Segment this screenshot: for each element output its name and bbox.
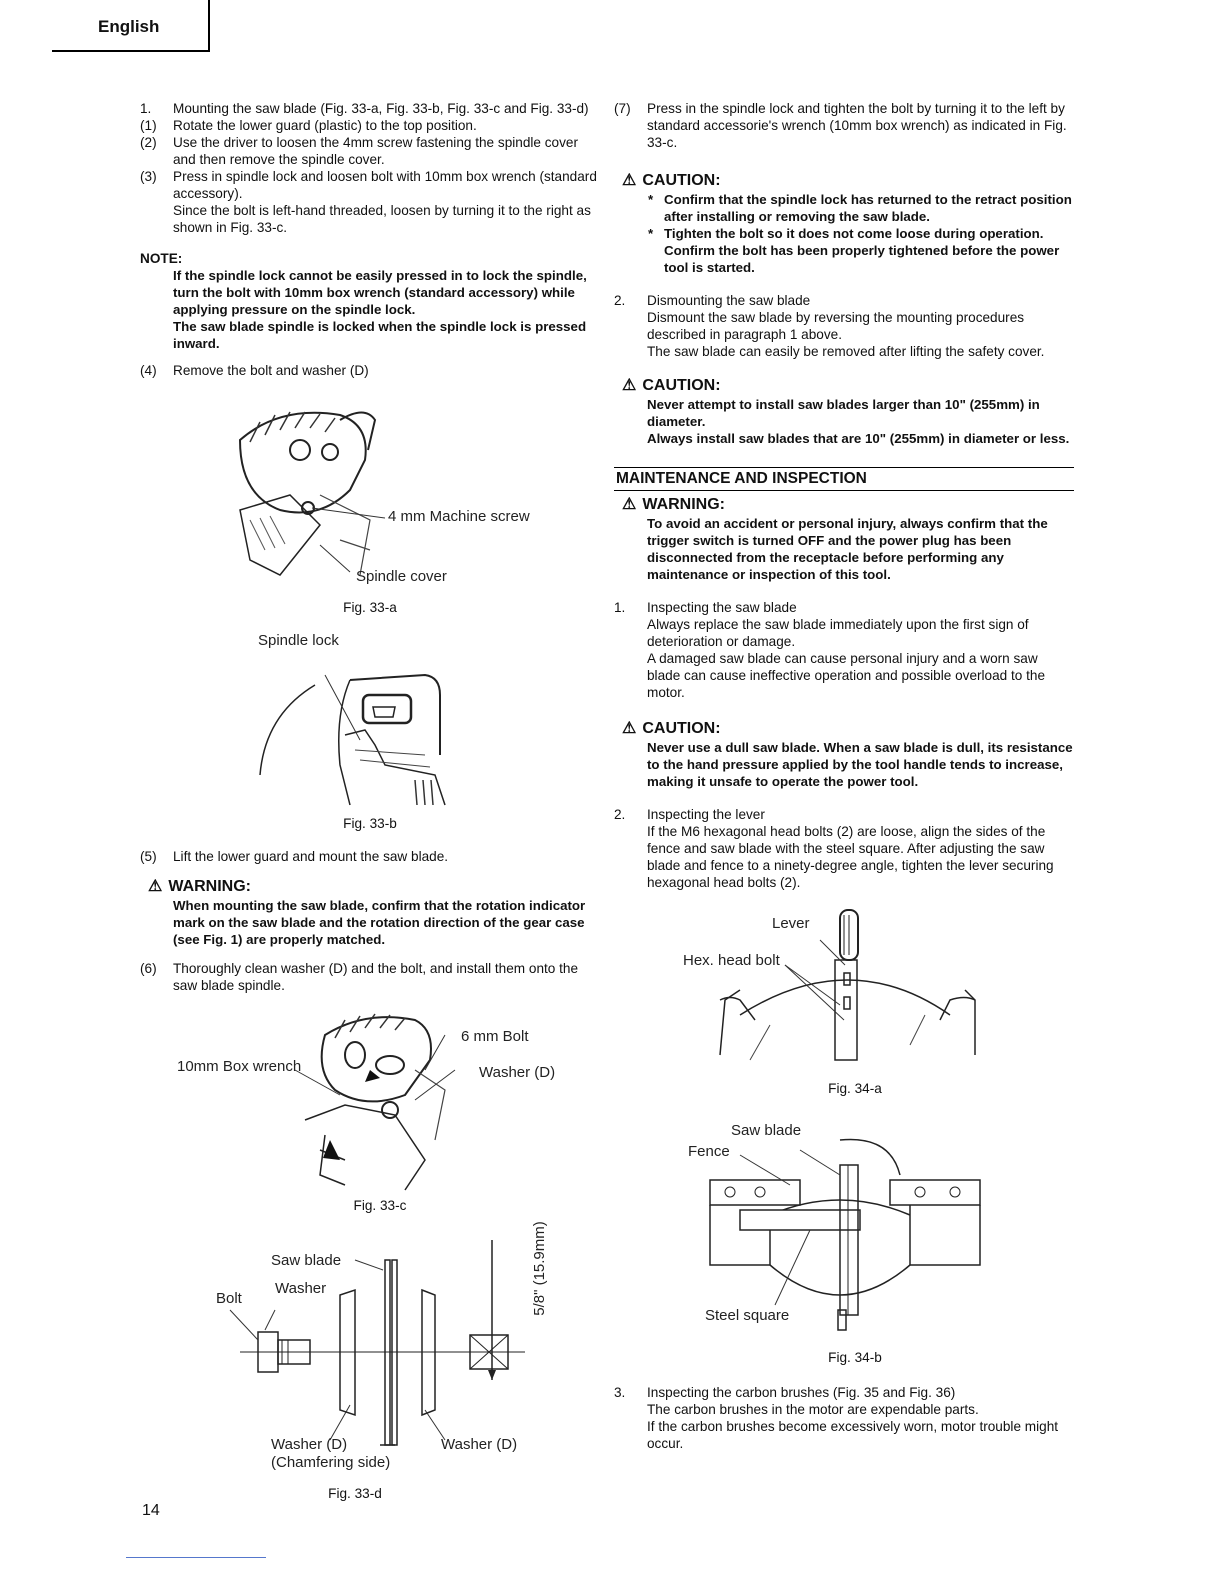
label-fence: Fence [688,1143,730,1160]
step-1-5: (5) Lift the lower guard and mount the saw blade. [140,849,449,864]
step-1-3: (3) Press in spindle lock and loosen bolt with 10mm box wrench (standard accessory). Since the bolt is left-hand threaded, loosen by turning it to the right as shown in Fig. 33-c. [140,169,597,235]
caption-fig-33a: Fig. 33-a [343,600,397,615]
note-heading: NOTE: [140,251,183,266]
caution-triangle-icon: ⚠ [622,720,637,737]
caption-fig-34b: Fig. 34-b [828,1350,882,1365]
label-washer-d: Washer (D) [479,1064,556,1081]
warning-triangle-icon: ⚠ [148,878,163,895]
caution-1-bullet-1: * Confirm that the spindle lock has returned to the retract position after installing or removing the saw blade. [648,192,1072,224]
caution-1-bullet-2: * Tighten the bolt so it does not come loose during operation. Confirm the bolt has been properly tightened before the power tool is started. [648,226,1060,275]
caution-triangle-icon: ⚠ [622,172,637,189]
figure-34b [680,1120,1000,1370]
label-6mm-bolt: 6 mm Bolt [461,1028,529,1045]
label-washer: Washer [275,1280,327,1297]
box-wrench-illustration [285,1010,485,1195]
language-label: English [98,17,160,36]
figure-34a [680,905,980,1105]
left-column [140,100,600,379]
caution-2-heading: ⚠ CAUTION: [622,377,721,394]
label-machine-screw: 4 mm Machine screw [388,508,530,525]
warning-2-heading: ⚠ WARNING: [622,496,725,513]
caution-2-line-2: Always install saw blades that are 10" (255mm) in diameter or less. [647,431,1070,446]
note-line-2: The saw blade spindle is locked when the spindle lock is pressed inward. [173,319,587,351]
step-1: 1. Mounting the saw blade (Fig. 33-a, Fig. 33-b, Fig. 33-c and Fig. 33-d) [140,101,589,116]
label-spindle-cover: Spindle cover [356,568,447,585]
step-2: 2. Dismounting the saw blade Dismount the saw blade by reversing the mounting procedures described in paragraph 1 above. The saw blade can easily be removed after lifting the safety cover. [614,293,1045,359]
footer-rule [126,1557,266,1558]
lever-illustration [710,905,980,1065]
step-1-7: (7) Press in the spindle lock and tighten the bolt by turning it to the left by standard accessorie's wrench (10mm box wrench) as indicated in Fig. 33-c. [614,101,1067,150]
warning-triangle-icon: ⚠ [622,496,637,513]
step-1-6: (6) Thoroughly clean washer (D) and the bolt, and install them onto the saw blade spindle. [140,961,579,993]
figure-33d [200,1220,548,1510]
figure-33a [220,400,560,625]
left-column-lower [140,848,600,994]
blade-assembly-diagram [200,1240,530,1460]
label-washer-d-left: Washer (D) [271,1436,348,1453]
caption-fig-33b: Fig. 33-b [343,816,397,831]
caution-3-text: Never use a dull saw blade. When a saw blade is dull, its resistance to the hand pressure applied by the tool handle tends to increase, making it unsafe to operate the power tool. [647,740,1073,789]
page-number: 14 [142,1502,160,1519]
warning-2-text: To avoid an accident or personal injury, always confirm that the trigger switch is turned OFF and the power plug has been disconnected from the receptacle before performing any maintenance or inspection of this tool. [647,516,1048,582]
maint-step-1: 1. Inspecting the saw blade Always replace the saw blade immediately upon the first sign of deterioration or damage. A damaged saw blade can cause personal injury and a worn saw blade can cause ineffective operation and possible overload to the motor. [614,600,1046,700]
label-bolt: Bolt [216,1290,242,1307]
step-1-4: (4) Remove the bolt and washer (D) [140,363,369,378]
label-box-wrench: 10mm Box wrench [177,1058,302,1075]
label-dimension: 5/8" (15.9mm) [530,1221,548,1316]
caution-1-heading: ⚠ CAUTION: [622,172,721,189]
caution-triangle-icon: ⚠ [622,377,637,394]
figure-33c [170,1010,590,1220]
caution-3-heading: ⚠ CAUTION: [622,720,721,737]
warning-heading: ⚠ WARNING: [148,878,251,895]
figure-33b [230,630,490,835]
step-1-2: (2) Use the driver to loosen the 4mm screw fastening the spindle cover and then remove the spindle cover. [140,135,578,167]
spindle-lock-illustration [255,655,485,815]
maint-step-3: 3. Inspecting the carbon brushes (Fig. 35 and Fig. 36) The carbon brushes in the motor are expendable parts. If the carbon brushes become excessively worn, motor trouble might occur. [614,1385,1059,1451]
spindle-cover-illustration [220,400,420,585]
caution-2-line-1: Never attempt to install saw blades larger than 10" (255mm) in diameter. [647,397,1040,429]
step-1-1: (1) Rotate the lower guard (plastic) to the top position. [140,118,477,133]
label-saw-blade-34b: Saw blade [731,1122,802,1139]
label-lever: Lever [772,915,810,932]
label-steel-square: Steel square [705,1307,790,1324]
steel-square-illustration [700,1125,990,1335]
label-hex-head-bolt: Hex. head bolt [683,952,780,969]
language-tab [52,0,210,52]
caption-fig-34a: Fig. 34-a [828,1081,882,1096]
label-washer-d-right: Washer (D) [441,1436,518,1453]
caption-fig-33d: Fig. 33-d [328,1486,382,1501]
label-saw-blade: Saw blade [271,1252,342,1269]
maint-step-2: 2. Inspecting the lever If the M6 hexagonal head bolts (2) are loose, align the sides of the fence and saw blade with the steel square. After adjusting the saw blade and fence to a ninety-degree angle, tighten the lever securing hexagonal head bolts (2). [614,807,1054,890]
warning-text: When mounting the saw blade, confirm that the rotation indicator mark on the saw blade and the rotation direction of the gear case (see Fig. 1) are properly matched. [173,898,586,947]
label-spindle-lock: Spindle lock [258,632,339,649]
label-chamfering-side: (Chamfering side) [271,1454,391,1471]
right-column-lower [614,1384,1074,1452]
right-column [614,100,1074,891]
note-line-1: If the spindle lock cannot be easily pressed in to lock the spindle, turn the bolt with 10mm box wrench (standard accessory) while applying pressure on the spindle lock. [173,268,587,317]
maintenance-heading: MAINTENANCE AND INSPECTION [614,467,1074,491]
caption-fig-33c: Fig. 33-c [353,1198,407,1213]
